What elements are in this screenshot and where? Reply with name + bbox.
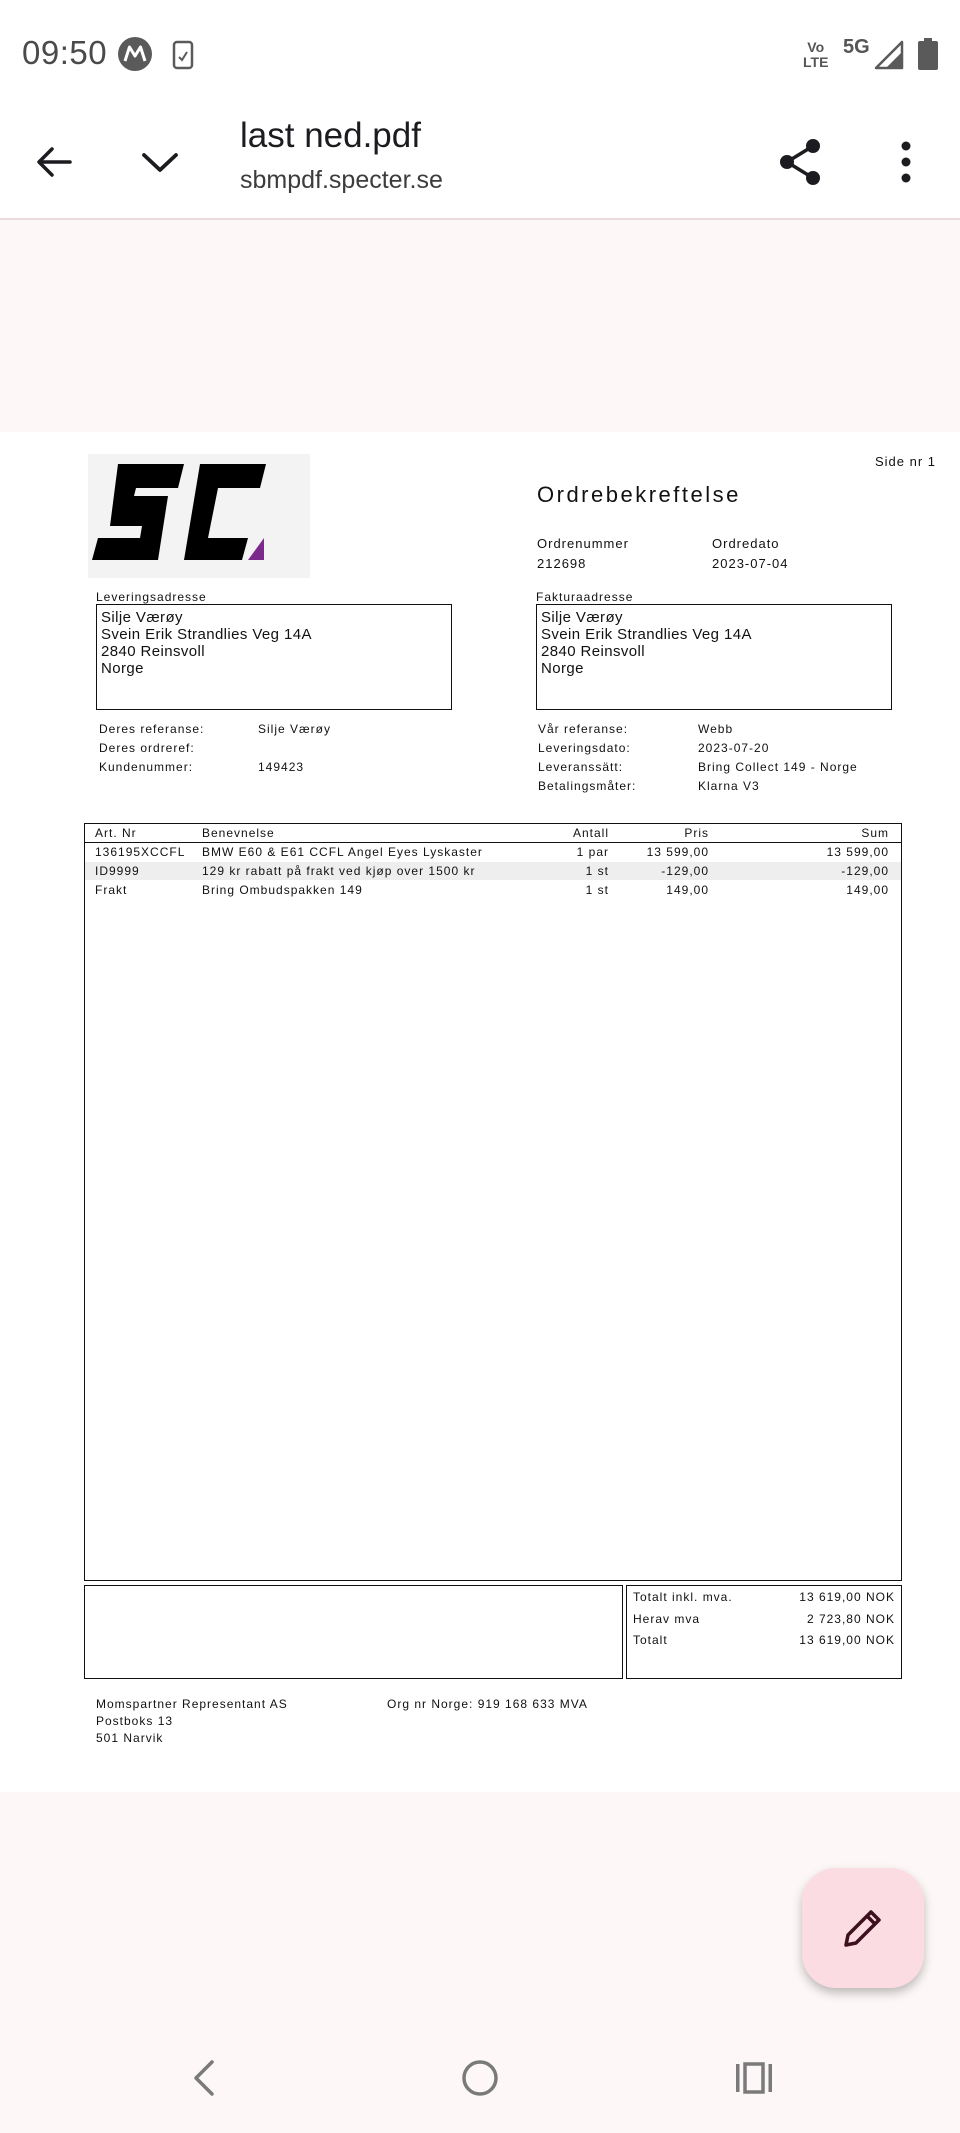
column-header-art-nr: Art. Nr [95, 826, 137, 840]
delivery-date-label: Leveringsdato: [538, 741, 631, 755]
customer-ref-value: Silje Værøy [258, 722, 332, 736]
nav-home-icon[interactable] [460, 2058, 500, 2098]
row-art-nr: 136195XCCFL [95, 845, 186, 859]
our-ref-value: Webb [698, 722, 734, 736]
invoice-address-label: Fakturaadresse [536, 590, 634, 604]
our-ref-label: Vår referanse: [538, 722, 629, 736]
row-description: 129 kr rabatt på frakt ved kjøp over 1500 kr [202, 864, 476, 878]
pdf-page[interactable] [0, 432, 960, 1792]
vat-label: Herav mva [633, 1612, 701, 1626]
delivery-address-label: Leveringsadresse [96, 590, 207, 604]
network-type: 5G [843, 36, 870, 58]
column-header-sum: Sum [861, 826, 889, 840]
row-price: -129,00 [661, 864, 709, 878]
nav-recents-icon[interactable] [734, 2058, 774, 2098]
status-time: 09:50 [22, 34, 108, 71]
delivery-address-line: Svein Erik Strandlies Veg 14A [101, 626, 312, 643]
back-arrow-icon [34, 142, 74, 182]
page-number: Side nr 1 [874, 454, 936, 469]
notes-box [84, 1585, 623, 1679]
customer-order-ref-label: Deres ordreref: [99, 741, 195, 755]
invoice-address-line: Silje Værøy [541, 609, 623, 626]
row-price: 13 599,00 [646, 845, 709, 859]
footer-address2: 501 Narvik [96, 1731, 164, 1745]
customer-number-value: 149423 [258, 760, 305, 774]
row-quantity: 1 par [576, 845, 609, 859]
expand-button[interactable] [124, 126, 196, 198]
invoice-address-line: Svein Erik Strandlies Veg 14A [541, 626, 752, 643]
delivery-address-box [96, 604, 452, 710]
column-header-description: Benevnelse [202, 826, 275, 840]
row-art-nr: Frakt [95, 883, 128, 897]
more-vert-icon [900, 140, 912, 184]
company-logo [88, 454, 310, 578]
delivery-address-line: Norge [101, 660, 144, 677]
share-button[interactable] [764, 126, 836, 198]
sc-logo-image [88, 454, 310, 578]
sim-card-icon [172, 40, 194, 70]
app-bar [0, 110, 960, 220]
row-quantity: 1 st [585, 864, 609, 878]
signal-icon [874, 40, 904, 70]
column-header-quantity: Antall [572, 826, 609, 840]
footer-company: Momspartner Representant AS [96, 1697, 288, 1711]
invoice-address-box [536, 604, 892, 710]
delivery-date-value: 2023-07-20 [698, 741, 770, 755]
delivery-address-line: 2840 Reinsvoll [101, 643, 205, 660]
back-button[interactable] [18, 126, 90, 198]
vat-value: 2 723,80 NOK [806, 1612, 895, 1626]
file-title: last ned.pdf [240, 116, 421, 155]
chevron-down-icon [138, 140, 182, 184]
total-label: Totalt [633, 1633, 668, 1647]
row-description: BMW E60 & E61 CCFL Angel Eyes Lyskaster [202, 845, 483, 859]
invoice-address-line: Norge [541, 660, 584, 677]
footer-org-nr: Org nr Norge: 919 168 633 MVA [387, 1697, 588, 1711]
file-source-url: sbmpdf.specter.se [240, 166, 443, 194]
delivery-method-label: Leveranssätt: [538, 760, 624, 774]
pencil-icon [840, 1905, 886, 1951]
status-bar [0, 0, 960, 110]
edit-fab-button[interactable] [802, 1868, 924, 1988]
volte-line2: LTE [803, 54, 829, 70]
motorola-icon [118, 37, 152, 71]
row-art-nr: ID9999 [95, 864, 140, 878]
order-date: 2023-07-04 [712, 556, 789, 571]
row-description: Bring Ombudspakken 149 [202, 883, 363, 897]
total-incl-vat-label: Totalt inkl. mva. [633, 1590, 733, 1604]
order-date-label: Ordredato [712, 536, 780, 551]
document-title: Ordrebekreftelse [537, 482, 741, 507]
more-options-button[interactable] [870, 126, 942, 198]
nav-back-icon[interactable] [186, 2058, 222, 2098]
invoice-address-line: 2840 Reinsvoll [541, 643, 645, 660]
row-quantity: 1 st [585, 883, 609, 897]
battery-icon [918, 38, 938, 70]
volte-indicator [803, 40, 828, 70]
total-value: 13 619,00 NOK [799, 1633, 895, 1647]
customer-number-label: Kundenummer: [99, 760, 194, 774]
column-header-price: Pris [684, 826, 709, 840]
row-price: 149,00 [666, 883, 709, 897]
customer-ref-label: Deres referanse: [99, 722, 205, 736]
order-items-table [84, 823, 902, 1581]
row-sum: -129,00 [841, 864, 889, 878]
order-number: 212698 [537, 556, 587, 571]
totals-box [626, 1585, 902, 1679]
delivery-address-line: Silje Værøy [101, 609, 183, 626]
table-header-divider [85, 842, 901, 843]
footer-address1: Postboks 13 [96, 1714, 174, 1728]
total-incl-vat-value: 13 619,00 NOK [799, 1590, 895, 1604]
payment-method-value: Klarna V3 [698, 779, 760, 793]
order-number-label: Ordrenummer [537, 536, 629, 551]
row-sum: 13 599,00 [826, 845, 889, 859]
delivery-method-value: Bring Collect 149 - Norge [698, 760, 858, 774]
share-icon [777, 137, 823, 187]
row-sum: 149,00 [846, 883, 889, 897]
payment-method-label: Betalingsmåter: [538, 779, 637, 793]
volte-line1: Vo [807, 39, 825, 55]
